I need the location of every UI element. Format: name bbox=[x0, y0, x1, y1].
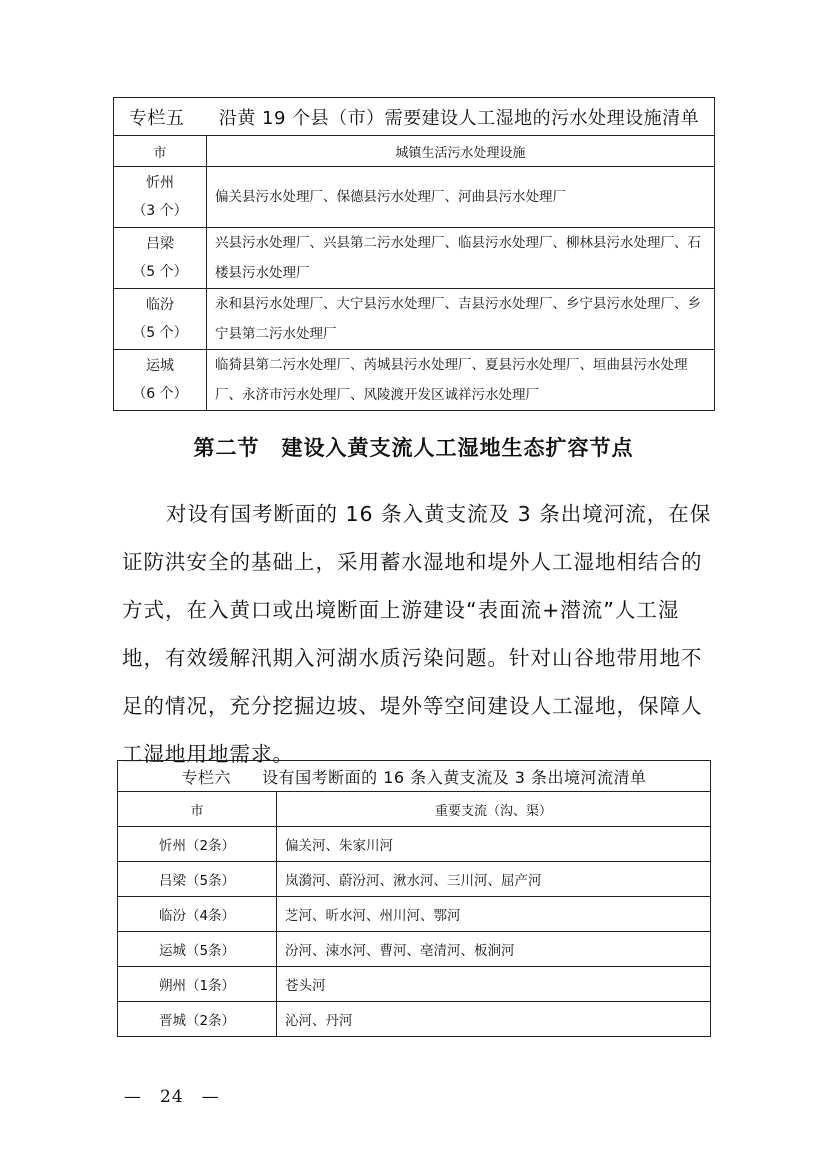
header-city: 市 bbox=[114, 136, 207, 167]
city-name: 忻州 bbox=[146, 175, 174, 191]
table-caption bbox=[114, 98, 715, 136]
page-number: — 24 — bbox=[124, 1087, 220, 1107]
rivers-cell: 沁河、丹河 bbox=[277, 1002, 711, 1037]
city-cell bbox=[114, 289, 207, 350]
city-name: 运城 bbox=[146, 358, 174, 374]
city-cell: 朔州（1条） bbox=[118, 967, 277, 1002]
table-row bbox=[118, 827, 711, 862]
rivers-cell: 苍头河 bbox=[277, 967, 711, 1002]
wastewater-facilities-table bbox=[113, 97, 715, 411]
table-row bbox=[114, 228, 715, 289]
rivers-cell: 芝河、昕水河、州川河、鄂河 bbox=[277, 897, 711, 932]
table-row bbox=[118, 897, 711, 932]
section-title: 建设入黄支流人工湿地生态扩容节点 bbox=[281, 436, 634, 460]
table-row bbox=[114, 350, 715, 411]
tributaries-table bbox=[117, 760, 711, 1037]
table-row bbox=[114, 289, 715, 350]
facilities-cell: 临猗县第二污水处理厂、芮城县污水处理厂、夏县污水处理厂、垣曲县污水处理厂、永济市污水处理厂、风陵渡开发区诚祥污水处理厂 bbox=[207, 350, 715, 411]
table-row bbox=[118, 967, 711, 1002]
column-label: 专栏五 bbox=[128, 107, 185, 129]
table-header-row bbox=[114, 136, 715, 167]
table-title: 沿黄 19 个县（市）需要建设人工湿地的污水处理设施清单 bbox=[218, 107, 700, 129]
city-count: （6 个） bbox=[132, 386, 188, 402]
facilities-cell: 永和县污水处理厂、大宁县污水处理厂、吉县污水处理厂、乡宁县污水处理厂、乡宁县第二污水处理厂 bbox=[207, 289, 715, 350]
city-cell: 忻州（2条） bbox=[118, 827, 277, 862]
city-count: （5 个） bbox=[132, 264, 188, 280]
city-cell: 临汾（4条） bbox=[118, 897, 277, 932]
section-number: 第二节 bbox=[193, 436, 260, 460]
paragraph-text: 对设有国考断面的 16 条入黄支流及 3 条出境河流，在保证防洪安全的基础上，采用蓄水湿地和堤外人工湿地相结合的方式，在入黄口或出境断面上游建设“表面流+潜流”人工湿地，有效缓解汛期入河湖水质污染问题。针对山谷地带用地不足的情况，充分挖掘边坡、堤外等空间建设人工湿地，保障人工湿地用地需求。 bbox=[122, 502, 712, 766]
table-caption bbox=[118, 761, 711, 792]
column-label: 专栏六 bbox=[181, 767, 231, 787]
city-cell bbox=[114, 167, 207, 228]
section-heading bbox=[0, 432, 827, 462]
rivers-cell: 岚漪河、蔚汾河、湫水河、三川河、屈产河 bbox=[277, 862, 711, 897]
rivers-cell: 偏关河、朱家川河 bbox=[277, 827, 711, 862]
city-count: （3 个） bbox=[132, 203, 188, 219]
city-name: 吕梁 bbox=[146, 236, 174, 252]
table-caption-row bbox=[114, 98, 715, 136]
city-cell bbox=[114, 350, 207, 411]
city-cell: 晋城（2条） bbox=[118, 1002, 277, 1037]
facilities-cell: 偏关县污水处理厂、保德县污水处理厂、河曲县污水处理厂 bbox=[207, 167, 715, 228]
city-name: 临汾 bbox=[146, 297, 174, 313]
table-row bbox=[114, 167, 715, 228]
table-caption-row bbox=[118, 761, 711, 792]
facilities-cell: 兴县污水处理厂、兴县第二污水处理厂、临县污水处理厂、柳林县污水处理厂、石楼县污水处理厂 bbox=[207, 228, 715, 289]
city-cell: 吕梁（5条） bbox=[118, 862, 277, 897]
table-header-row bbox=[118, 792, 711, 827]
table-row bbox=[118, 1002, 711, 1037]
table-title: 设有国考断面的 16 条入黄支流及 3 条出境河流清单 bbox=[262, 767, 647, 787]
city-cell bbox=[114, 228, 207, 289]
city-count: （5 个） bbox=[132, 325, 188, 341]
table-row bbox=[118, 862, 711, 897]
body-paragraph bbox=[122, 490, 722, 778]
rivers-cell: 汾河、涑水河、曹河、亳清河、板涧河 bbox=[277, 932, 711, 967]
header-facilities: 城镇生活污水处理设施 bbox=[207, 136, 715, 167]
header-rivers: 重要支流（沟、渠） bbox=[277, 792, 711, 827]
table-row bbox=[118, 932, 711, 967]
header-city: 市 bbox=[118, 792, 277, 827]
city-cell: 运城（5条） bbox=[118, 932, 277, 967]
